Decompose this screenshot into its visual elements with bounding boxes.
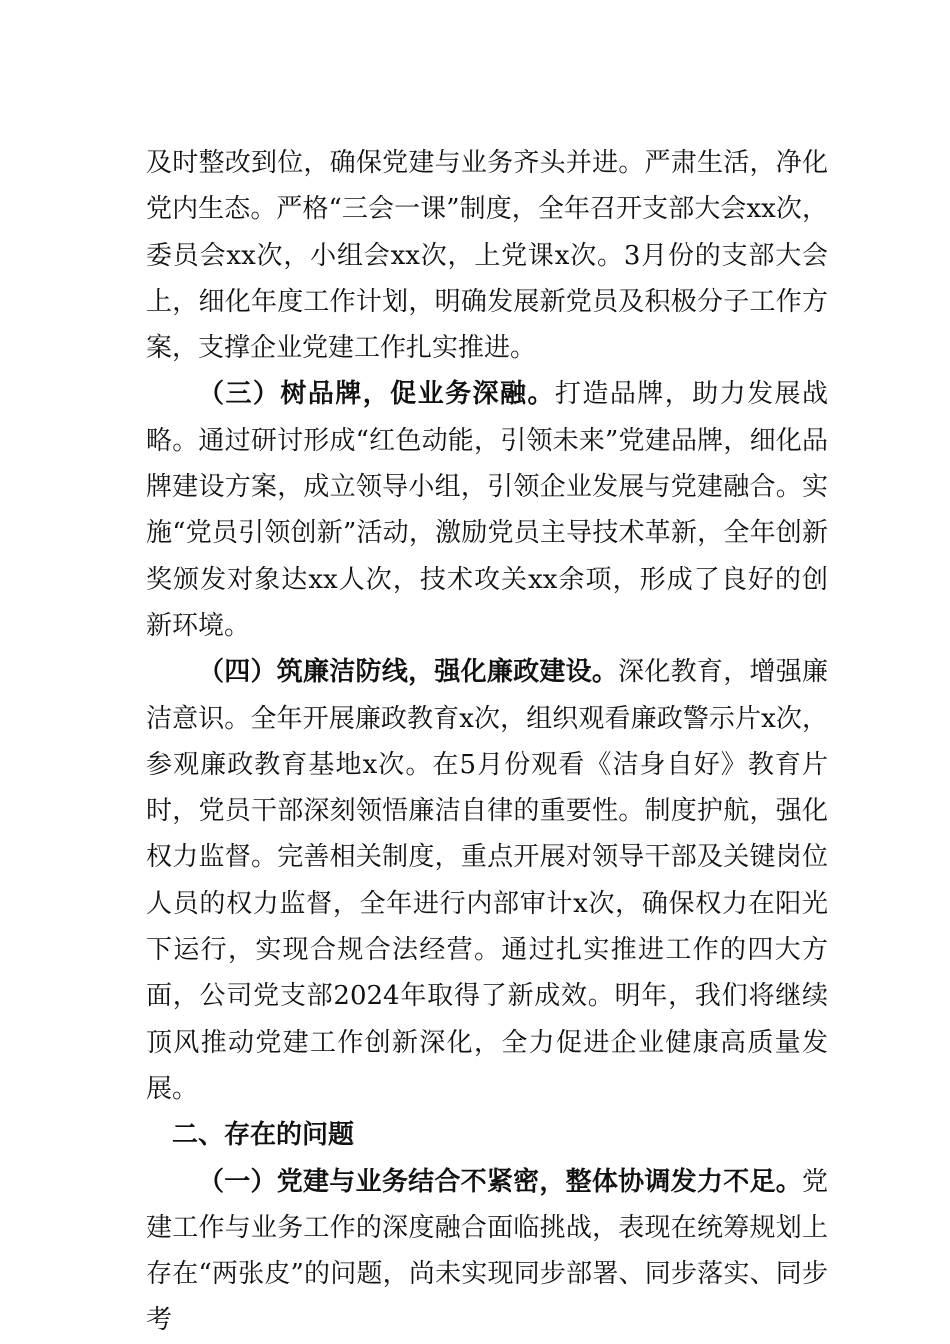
document-body	[146, 140, 828, 1344]
paragraph-problem	[146, 1159, 828, 1344]
paragraph-text: 党建工作与业务工作的深度融合面临挑战，表现在统筹规划上存在“两张皮”的问题，尚未实现同步部署、同步落实、同步考	[146, 1166, 828, 1336]
section-heading: 二、存在的问题	[172, 1120, 355, 1151]
paragraph-brand	[146, 371, 828, 649]
paragraph-integrity	[146, 649, 828, 1112]
paragraph-lead: （三）树品牌，促业务深融。	[198, 379, 555, 410]
paragraph-continuation	[146, 140, 828, 371]
paragraph-lead: （四）筑廉洁防线，强化廉政建设。	[198, 657, 619, 688]
paragraph-text: 打造品牌，助力发展战略。通过研讨形成“红色动能，引领未来”党建品牌，细化品牌建设方案，成立领导小组，引领企业发展与党建融合。实施“党员引领创新”活动，激励党员主导技术革新，全年创新奖颁发对象达xx人次，技术攻关xx余项，形成了良好的创新环境。	[146, 379, 828, 641]
paragraph-lead: （一）党建与业务结合不紧密，整体协调发力不足。	[198, 1166, 802, 1197]
paragraph-text: 及时整改到位，确保党建与业务齐头并进。严肃生活，净化党内生态。严格“三会一课”制度，全年召开支部大会xx次，委员会xx次，小组会xx次，上党课x次。3月份的支部大会上，细化年度工作计划，明确发展新党员及积极分子工作方案，支撑企业党建工作扎实推进。	[146, 148, 828, 364]
paragraph-text: 深化教育，增强廉洁意识。全年开展廉政教育x次，组织观看廉政警示片x次，参观廉政教育基地x次。在5月份观看《洁身自好》教育片时，党员干部深刻领悟廉洁自律的重要性。制度护航，强化权力监督。完善相关制度，重点开展对领导干部及关键岗位人员的权力监督，全年进行内部审计x次，确保权力在阳光下运行，实现合规合法经营。通过扎实推进工作的四大方面，公司党支部2024年取得了新成效。明年，我们将继续顶风推动党建工作创新深化，全力促进企业健康高质量发展。	[146, 657, 828, 1104]
